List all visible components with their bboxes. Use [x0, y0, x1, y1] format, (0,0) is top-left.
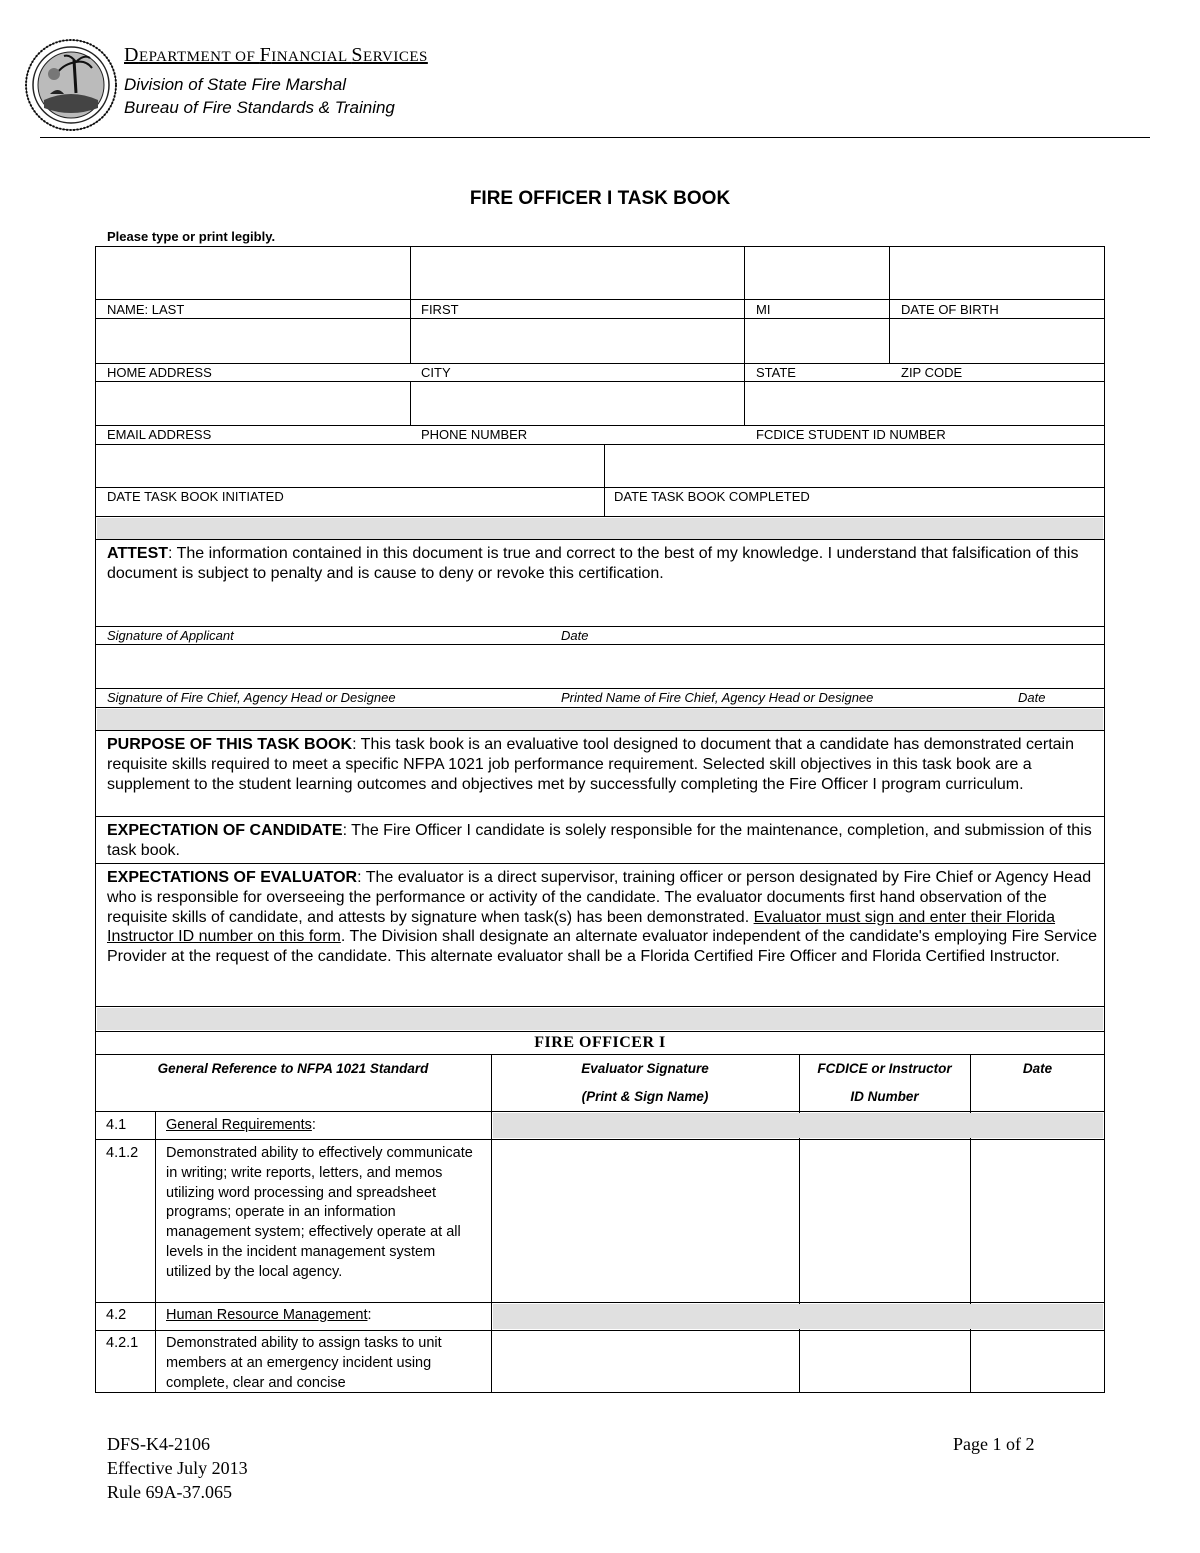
- evaluator-signature-cell[interactable]: [493, 1141, 798, 1301]
- student-id-input[interactable]: [746, 383, 1103, 424]
- home-address-label: HOME ADDRESS: [107, 365, 212, 380]
- page-title: FIRE OFFICER I TASK BOOK: [469, 188, 731, 209]
- candidate-expectation: EXPECTATION OF CANDIDATE: The Fire Officer I candidate is solely responsible for the maintenance, completion, and submission of this task book.: [107, 822, 1092, 859]
- purpose-statement: PURPOSE OF THIS TASK BOOK: This task book is an evaluative tool designed to document that a candidate has demonstrated certain requisite skills required to meet a specific NFPA 1021 job performance requirement. Selected skill objectives in this task book are a supplement to the student learning outcomes and objectives met by successfully completing the Fire Officer I program curriculum.: [107, 736, 1074, 793]
- col-header-id: FCDICE or Instructor: [817, 1061, 952, 1076]
- row-heading: Human Resource Management:: [166, 1307, 372, 1323]
- last-name-label: NAME: LAST: [107, 302, 185, 317]
- page-number: Page 1 of 2: [953, 1434, 1035, 1454]
- date-initiated-label: DATE TASK BOOK INITIATED: [107, 489, 284, 504]
- divider: [95, 644, 1105, 645]
- divider: [889, 246, 890, 363]
- divider: [95, 1330, 1105, 1331]
- table-row-shading: [493, 1113, 1103, 1138]
- divider: [410, 381, 411, 425]
- rule-number: Rule 69A-37.065: [107, 1482, 232, 1502]
- divider: [95, 444, 1105, 445]
- chief-signature-label: Signature of Fire Chief, Agency Head or Designee: [107, 690, 396, 705]
- mi-input[interactable]: [746, 248, 888, 298]
- divider: [95, 816, 1105, 817]
- divider: [604, 444, 605, 516]
- applicant-date-label: Date: [561, 628, 589, 643]
- zip-input[interactable]: [891, 320, 1103, 362]
- form-number: DFS-K4-2106: [107, 1434, 211, 1454]
- table-section-title: FIRE OFFICER I: [534, 1034, 666, 1051]
- divider: [95, 1031, 1105, 1032]
- row-heading: General Requirements:: [166, 1117, 316, 1133]
- instructor-id-cell[interactable]: [801, 1141, 969, 1301]
- section-separator: [97, 1008, 1103, 1030]
- first-name-input[interactable]: [412, 248, 743, 298]
- chief-signature-area[interactable]: [97, 646, 1103, 686]
- bureau-name: Bureau of Fire Standards & Training: [124, 98, 395, 117]
- row-number: 4.1.2: [106, 1145, 139, 1161]
- date-cell[interactable]: [972, 1141, 1103, 1301]
- date-initiated-input[interactable]: [97, 446, 602, 486]
- city-input[interactable]: [412, 320, 743, 362]
- divider: [95, 381, 1105, 382]
- divider: [95, 539, 1105, 540]
- divider: [155, 1111, 156, 1393]
- zip-label: ZIP CODE: [901, 365, 963, 380]
- divider: [410, 246, 411, 363]
- divider: [95, 363, 1105, 364]
- divider: [95, 425, 1105, 426]
- divider: [95, 707, 1105, 708]
- col-header-id-sub: ID Number: [850, 1089, 919, 1104]
- divider: [95, 487, 1105, 488]
- header-divider: [40, 137, 1150, 138]
- chief-date-label: Date: [1018, 690, 1046, 705]
- divider: [95, 863, 1105, 864]
- divider: [744, 246, 745, 425]
- instruction-note: Please type or print legibly.: [107, 229, 276, 244]
- phone-input[interactable]: [412, 383, 743, 424]
- instructor-id-cell[interactable]: [801, 1332, 969, 1391]
- divider: [95, 1054, 1105, 1055]
- divider: [95, 626, 1105, 627]
- divider: [95, 1139, 1105, 1140]
- home-address-input[interactable]: [97, 320, 409, 362]
- date-completed-label: DATE TASK BOOK COMPLETED: [614, 489, 810, 504]
- date-completed-input[interactable]: [606, 446, 1103, 486]
- state-input[interactable]: [746, 320, 888, 362]
- divider: [95, 1111, 1105, 1112]
- first-name-label: FIRST: [421, 302, 459, 317]
- dob-input[interactable]: [891, 248, 1103, 298]
- department-name: DEPARTMENT OF FINANCIAL SERVICES: [124, 44, 428, 66]
- divider: [95, 730, 1105, 731]
- email-input[interactable]: [97, 383, 409, 424]
- col-header-signature-sub: (Print & Sign Name): [581, 1089, 709, 1104]
- section-separator: [97, 518, 1103, 539]
- chief-printed-name-label: Printed Name of Fire Chief, Agency Head or Designee: [561, 690, 874, 705]
- last-name-input[interactable]: [97, 248, 409, 298]
- evaluator-signature-cell[interactable]: [493, 1332, 798, 1391]
- divider: [95, 516, 1105, 517]
- city-label: CITY: [421, 365, 451, 380]
- phone-label: PHONE NUMBER: [421, 427, 528, 442]
- divider: [95, 688, 1105, 689]
- attest-statement: ATTEST: The information contained in this document is true and correct to the best of my knowledge. I understand that falsification of this document is subject to penalty and is cause to deny or revoke this certification.: [107, 545, 1079, 582]
- table-row-shading: [493, 1304, 1103, 1329]
- applicant-signature-label: Signature of Applicant: [107, 628, 234, 643]
- divider: [799, 1054, 800, 1393]
- divider: [95, 318, 1105, 319]
- division-name: Division of State Fire Marshal: [124, 75, 347, 94]
- row-description: Demonstrated ability to assign tasks to unit members at an emergency incident using complete, clear and concise: [166, 1335, 442, 1391]
- divider: [95, 1006, 1105, 1007]
- col-header-signature: Evaluator Signature: [581, 1061, 709, 1076]
- evaluator-expectation: EXPECTATIONS OF EVALUATOR: The evaluator is a direct supervisor, training officer or person designated by Fire Chief or Agency Head who is responsible for overseeing the performance or activity of the candidate. The evaluator documents first hand observation of the requisite skills of candidate, and attests by signature when task(s) has been demonstrated. Evaluator must sign and enter their Florida Instructor ID number on this form. The Division shall designate an alternate evaluator independent of the candidate's employing Fire Service Provider at the request of the candidate. This alternate evaluator shall be a Florida Certified Fire Officer and Florida Certified Instructor.: [107, 869, 1097, 966]
- student-id-label: FCDICE STUDENT ID NUMBER: [756, 427, 946, 442]
- col-header-reference: General Reference to NFPA 1021 Standard: [157, 1061, 429, 1076]
- footer-form-info: [107, 1432, 248, 1504]
- applicant-signature-area[interactable]: [97, 590, 1103, 624]
- effective-date: Effective July 2013: [107, 1458, 248, 1478]
- date-cell[interactable]: [972, 1332, 1103, 1391]
- email-label: EMAIL ADDRESS: [107, 427, 212, 442]
- divider: [95, 299, 1105, 300]
- row-number: 4.1: [106, 1117, 127, 1133]
- divider: [491, 1054, 492, 1393]
- state-label: STATE: [756, 365, 796, 380]
- divider: [95, 1302, 1105, 1303]
- section-separator: [97, 709, 1103, 730]
- florida-seal-icon: [24, 38, 118, 132]
- dob-label: DATE OF BIRTH: [901, 302, 999, 317]
- mi-label: MI: [756, 302, 771, 317]
- divider: [970, 1054, 971, 1393]
- row-number: 4.2.1: [106, 1335, 139, 1351]
- col-header-date: Date: [1022, 1061, 1053, 1076]
- row-number: 4.2: [106, 1307, 127, 1323]
- row-description: Demonstrated ability to effectively communicate in writing; write reports, letters, and memos utilizing word processing and spreadsheet programs; operate in an information management system; effectively operate at all levels in the incident management system utilized by the local agency.: [166, 1145, 473, 1280]
